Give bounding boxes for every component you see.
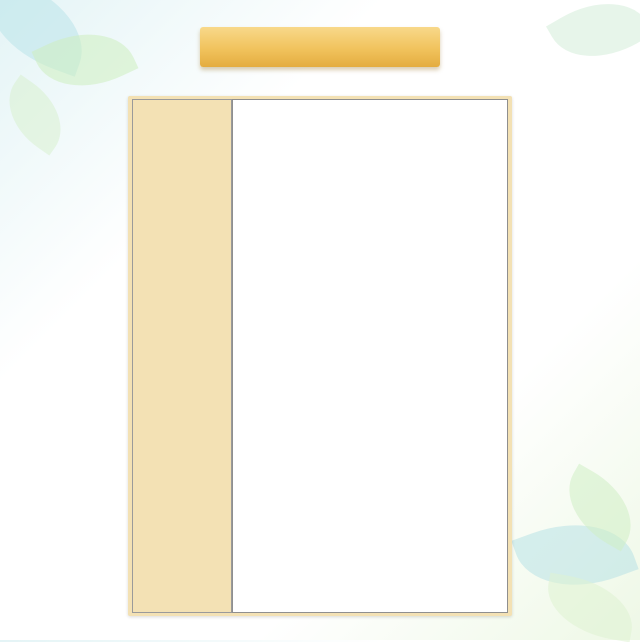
leaf-decoration [541,573,639,642]
character-grid [232,99,508,613]
section-labels [132,99,232,613]
page-title [200,27,440,67]
leaf-decoration [546,0,640,78]
leaf-decoration [0,74,78,155]
